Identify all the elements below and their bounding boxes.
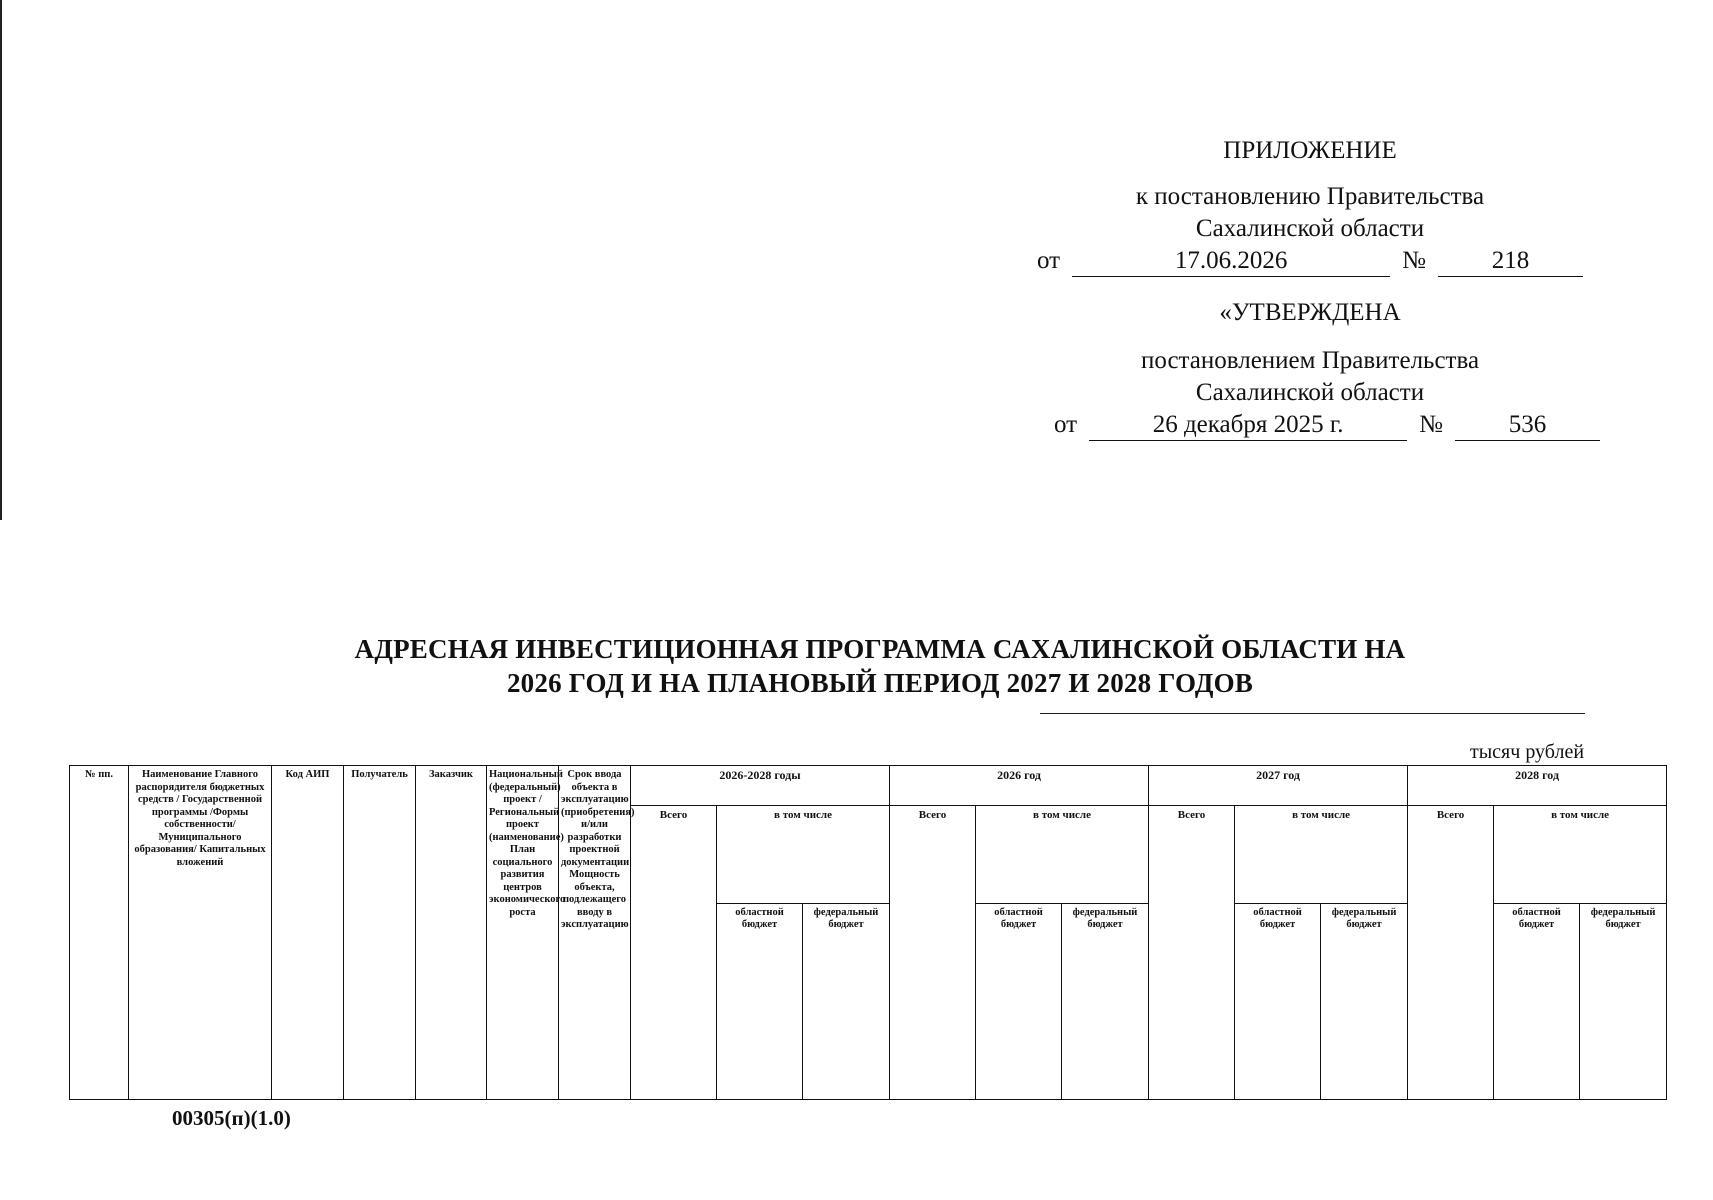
appendix-number: 218	[1438, 246, 1583, 277]
col-term-header: Срок ввода объекта в эксплуатацию (приобретения) и/или разработки проектной документации Мощность объекта, подлежащего вводу в эксплуатацию	[559, 766, 631, 1100]
program-table	[69, 765, 1667, 1100]
approved-title: «УТВЕРЖДЕНА	[1219, 299, 1401, 326]
approved-date: 26 декабря 2025 г.	[1089, 410, 1407, 441]
approved-line1: постановлением Правительства	[1140, 347, 1480, 374]
col-name-header: Наименование Главного распорядителя бюджетных средств / Государственной программы /Формы собственности/ Муниципального образования/ Капитальных вложений	[129, 766, 272, 1100]
appendix-date-row	[1000, 245, 1620, 277]
regional-budget-header-4: областной бюджет	[1494, 903, 1580, 1100]
appendix-from-label: от	[1037, 247, 1061, 274]
approved-from-label: от	[1054, 411, 1078, 438]
col-code-header: Код АИП	[272, 766, 344, 1100]
including-header-4: в том числе	[1494, 806, 1667, 904]
col-recipient-header: Получатель	[344, 766, 416, 1100]
total-header-2: Всего	[890, 806, 976, 1100]
col-num-header: № пп.	[70, 766, 129, 1100]
approved-date-row	[1000, 409, 1620, 441]
program-title-line2: 2026 ГОД И НА ПЛАНОВЫЙ ПЕРИОД 2027 И 2028 ГОДОВ	[506, 668, 1254, 698]
appendix-block	[1000, 135, 1620, 441]
year-header-2026: 2026 год	[890, 766, 1149, 806]
federal-budget-header-1: федеральный бюджет	[803, 903, 890, 1100]
separator-line	[1040, 713, 1585, 714]
col-customer-header: Заказчик	[416, 766, 487, 1100]
program-title	[250, 632, 1510, 700]
appendix-title: ПРИЛОЖЕНИЕ	[1223, 137, 1397, 164]
year-header-2026-2028: 2026-2028 годы	[631, 766, 890, 806]
total-header-4: Всего	[1408, 806, 1494, 1100]
including-header-3: в том числе	[1235, 806, 1408, 904]
appendix-date: 17.06.2026	[1072, 246, 1390, 277]
header-row-years	[70, 766, 1667, 806]
approved-number-label: №	[1419, 411, 1443, 438]
unit-label: тысяч рублей	[1470, 741, 1585, 763]
approved-number: 536	[1455, 410, 1600, 441]
federal-budget-header-3: федеральный бюджет	[1321, 903, 1408, 1100]
appendix-line1: к постановлению Правительства	[1135, 183, 1485, 210]
including-header-2: в том числе	[976, 806, 1149, 904]
col-project-header: Национальный (федеральный) проект / Региональный проект (наименование) План социального развития центров экономического роста	[487, 766, 559, 1100]
regional-budget-header-1: областной бюджет	[717, 903, 803, 1100]
year-header-2028: 2028 год	[1408, 766, 1667, 806]
total-header-3: Всего	[1149, 806, 1235, 1100]
appendix-number-label: №	[1402, 247, 1426, 274]
appendix-line2: Сахалинской области	[1195, 215, 1425, 242]
regional-budget-header-3: областной бюджет	[1235, 903, 1321, 1100]
scan-edge-line	[0, 0, 2, 520]
federal-budget-header-2: федеральный бюджет	[1062, 903, 1149, 1100]
total-header-1: Всего	[631, 806, 717, 1100]
approved-line2: Сахалинской области	[1195, 379, 1425, 406]
regional-budget-header-2: областной бюджет	[976, 903, 1062, 1100]
year-header-2027: 2027 год	[1149, 766, 1408, 806]
document-code: 00305(п)(1.0)	[172, 1106, 291, 1130]
federal-budget-header-4: федеральный бюджет	[1580, 903, 1667, 1100]
program-title-line1: АДРЕСНАЯ ИНВЕСТИЦИОННАЯ ПРОГРАММА САХАЛИНСКОЙ ОБЛАСТИ НА	[354, 634, 1406, 664]
including-header-1: в том числе	[717, 806, 890, 904]
